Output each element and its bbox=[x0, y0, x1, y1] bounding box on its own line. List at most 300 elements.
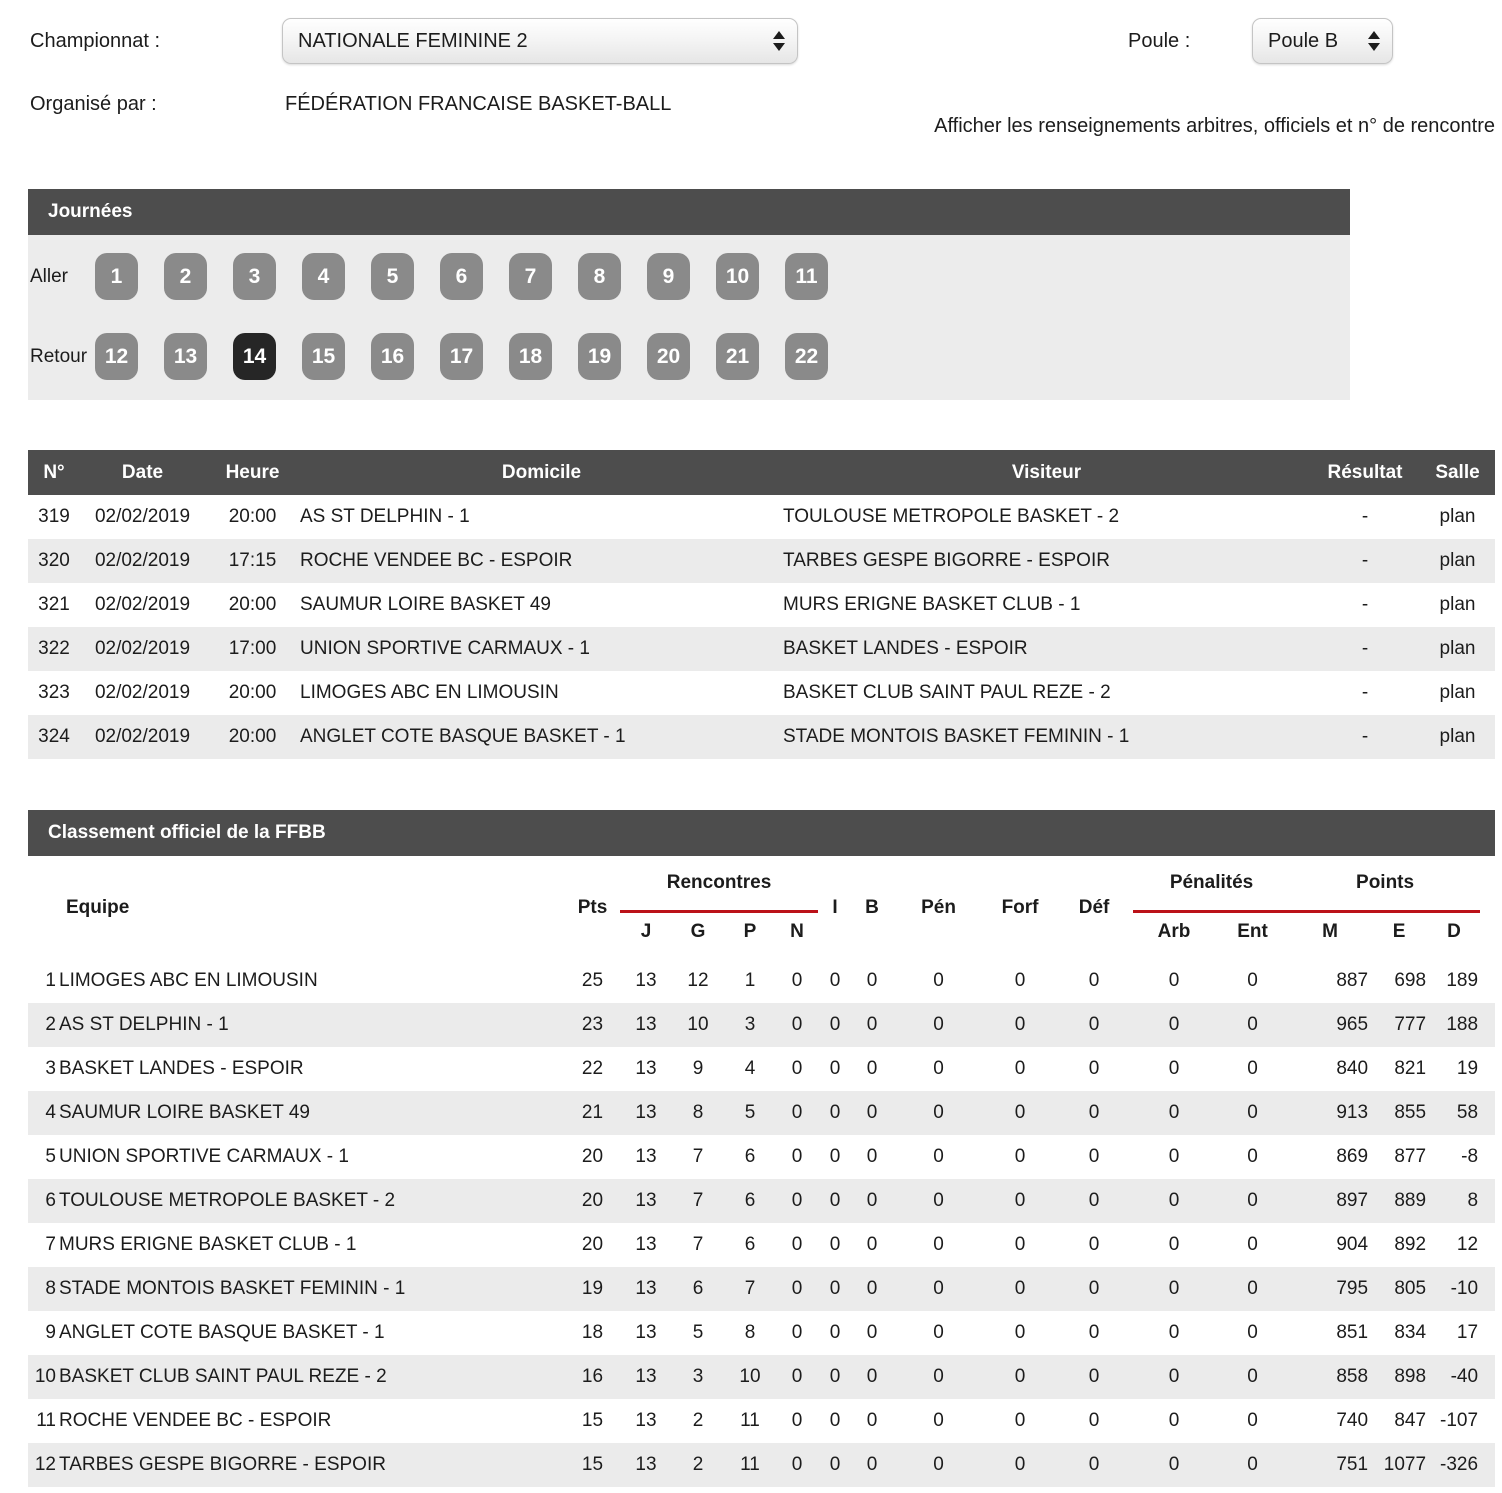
match-row bbox=[28, 715, 1495, 759]
standings-cell-i: 0 bbox=[829, 1278, 841, 1299]
standings-cell-e: 1077 bbox=[1383, 1454, 1427, 1475]
col-group-points: Points bbox=[1290, 856, 1480, 911]
standings-cell-forf: 0 bbox=[1014, 1322, 1026, 1343]
standings-cell-arb: 0 bbox=[1168, 1014, 1180, 1035]
spacer bbox=[1480, 1135, 1495, 1179]
col-heure: Heure bbox=[205, 450, 300, 495]
match-cell-visiteur: MURS ERIGNE BASKET CLUB - 1 bbox=[783, 594, 1081, 615]
journee-button-17[interactable]: 17 bbox=[440, 333, 483, 380]
standings-cell-pen: 0 bbox=[933, 1454, 944, 1475]
standings-cell-g: 2 bbox=[692, 1410, 704, 1431]
standings-cell-d: 17 bbox=[1456, 1322, 1479, 1343]
match-cell-resultat: - bbox=[1361, 506, 1369, 527]
match-cell-date: 02/02/2019 bbox=[94, 682, 191, 703]
standings-row bbox=[28, 959, 1495, 1003]
standings-cell-m: 965 bbox=[1336, 1014, 1369, 1035]
select-updown-icon bbox=[773, 31, 785, 51]
journee-button-16[interactable]: 16 bbox=[371, 333, 414, 380]
standings-cell-team: BASKET LANDES - ESPOIR bbox=[59, 1058, 304, 1079]
match-cell-num: 321 bbox=[38, 594, 70, 615]
standings-cell-i: 0 bbox=[829, 1102, 841, 1123]
standings-cell-i: 0 bbox=[829, 1014, 841, 1035]
standings-cell-forf: 0 bbox=[1014, 970, 1026, 991]
spacer bbox=[1480, 1091, 1495, 1135]
standings-row bbox=[28, 1003, 1495, 1047]
standings-cell-b: 0 bbox=[866, 1190, 878, 1211]
col-n: N bbox=[790, 920, 804, 942]
standings-cell-i: 0 bbox=[829, 1146, 841, 1167]
standings-cell-m: 840 bbox=[1336, 1058, 1369, 1079]
col-pts: Pts bbox=[577, 896, 608, 918]
col-resultat: Résultat bbox=[1310, 450, 1420, 495]
poule-select[interactable] bbox=[1252, 18, 1393, 64]
match-cell-domicile: ANGLET COTE BASQUE BASKET - 1 bbox=[300, 726, 626, 747]
standings-cell-ent: 0 bbox=[1247, 1190, 1258, 1211]
standings-cell-p: 6 bbox=[744, 1234, 756, 1255]
standings-cell-e: 898 bbox=[1394, 1366, 1427, 1387]
standings-cell-p: 8 bbox=[744, 1322, 756, 1343]
standings-cell-def: 0 bbox=[1088, 1058, 1100, 1079]
standings-cell-d: 189 bbox=[1446, 970, 1479, 991]
standings-cell-j: 13 bbox=[635, 1410, 657, 1431]
standings-cell-forf: 0 bbox=[1014, 1234, 1026, 1255]
standings-cell-j: 13 bbox=[635, 1014, 657, 1035]
standings-cell-p: 11 bbox=[740, 1410, 760, 1431]
standings-cell-p: 6 bbox=[744, 1146, 756, 1167]
standings-cell-n: 0 bbox=[791, 970, 803, 991]
standings-cell-p: 3 bbox=[744, 1014, 756, 1035]
retour-label: Retour bbox=[30, 345, 88, 367]
standings-cell-g: 12 bbox=[687, 970, 709, 991]
standings-cell-ent: 0 bbox=[1247, 1146, 1258, 1167]
standings-cell-n: 0 bbox=[791, 1366, 803, 1387]
standings-cell-b: 0 bbox=[866, 1410, 878, 1431]
standings-cell-e: 805 bbox=[1394, 1278, 1427, 1299]
match-cell-heure: 20:00 bbox=[228, 506, 277, 527]
standings-cell-e: 877 bbox=[1394, 1146, 1427, 1167]
match-cell-domicile: SAUMUR LOIRE BASKET 49 bbox=[300, 594, 551, 615]
standings-cell-team: UNION SPORTIVE CARMAUX - 1 bbox=[59, 1146, 349, 1167]
standings-cell-j: 13 bbox=[635, 1102, 657, 1123]
match-cell-domicile: AS ST DELPHIN - 1 bbox=[300, 506, 470, 527]
journee-button-4[interactable]: 4 bbox=[302, 253, 345, 300]
standings-cell-n: 0 bbox=[791, 1146, 803, 1167]
standings-cell-p: 6 bbox=[744, 1190, 756, 1211]
standings-cell-def: 0 bbox=[1088, 1190, 1100, 1211]
standings-cell-forf: 0 bbox=[1014, 1190, 1026, 1211]
standings-cell-def: 0 bbox=[1088, 1014, 1100, 1035]
match-row bbox=[28, 671, 1495, 715]
col-pen: Pén bbox=[921, 896, 956, 918]
standings-cell-j: 13 bbox=[635, 1366, 657, 1387]
standings-row bbox=[28, 1443, 1495, 1487]
match-cell-num: 320 bbox=[38, 550, 70, 571]
standings-cell-team: MURS ERIGNE BASKET CLUB - 1 bbox=[59, 1234, 357, 1255]
standings-cell-forf: 0 bbox=[1014, 1454, 1026, 1475]
standings-cell-g: 7 bbox=[692, 1146, 704, 1167]
standings-cell-def: 0 bbox=[1088, 1102, 1100, 1123]
standings-cell-pts: 16 bbox=[581, 1366, 604, 1387]
standings-cell-i: 0 bbox=[829, 1366, 841, 1387]
standings-cell-def: 0 bbox=[1088, 1366, 1100, 1387]
standings-row bbox=[28, 1091, 1495, 1135]
spacer bbox=[1480, 1179, 1495, 1223]
standings-cell-p: 1 bbox=[744, 970, 756, 991]
standings-cell-arb: 0 bbox=[1168, 970, 1180, 991]
journee-button-20[interactable]: 20 bbox=[647, 333, 690, 380]
standings-cell-rank: 2 bbox=[45, 1014, 56, 1035]
standings-cell-b: 0 bbox=[866, 970, 878, 991]
standings-cell-rank: 11 bbox=[36, 1410, 56, 1431]
standings-cell-m: 904 bbox=[1336, 1234, 1369, 1255]
journee-button-6[interactable]: 6 bbox=[440, 253, 483, 300]
match-cell-salle bbox=[1420, 583, 1495, 627]
spacer bbox=[1480, 1267, 1495, 1311]
standings-cell-i: 0 bbox=[829, 1190, 841, 1211]
standings-cell-pen: 0 bbox=[933, 1190, 944, 1211]
standings-cell-pen: 0 bbox=[933, 1014, 944, 1035]
journee-button-3[interactable]: 3 bbox=[233, 253, 276, 300]
match-cell-domicile: LIMOGES ABC EN LIMOUSIN bbox=[300, 682, 559, 703]
journee-button-8[interactable]: 8 bbox=[578, 253, 621, 300]
standings-cell-forf: 0 bbox=[1014, 1146, 1026, 1167]
standings-cell-i: 0 bbox=[829, 1410, 841, 1431]
plan-link[interactable]: plan bbox=[1439, 550, 1476, 571]
afficher-renseignements-link[interactable]: Afficher les renseignements arbitres, officiels et n° de rencontre bbox=[934, 115, 1495, 137]
standings-cell-p: 7 bbox=[744, 1278, 756, 1299]
journees-title: Journées bbox=[28, 189, 1350, 235]
standings-cell-p: 5 bbox=[744, 1102, 756, 1123]
journees-section bbox=[28, 189, 1350, 400]
standings-cell-arb: 0 bbox=[1168, 1366, 1180, 1387]
standings-cell-forf: 0 bbox=[1014, 1366, 1026, 1387]
standings-cell-b: 0 bbox=[866, 1322, 878, 1343]
standings-cell-n: 0 bbox=[791, 1014, 803, 1035]
standings-cell-d: 58 bbox=[1456, 1102, 1479, 1123]
organise-label: Organisé par : bbox=[30, 93, 157, 115]
standings-row bbox=[28, 1047, 1495, 1091]
plan-link[interactable]: plan bbox=[1439, 594, 1476, 615]
standings-cell-m: 751 bbox=[1336, 1454, 1369, 1475]
standings-cell-d: -107 bbox=[1440, 1410, 1479, 1431]
standings-cell-pts: 18 bbox=[581, 1322, 604, 1343]
standings-cell-g: 7 bbox=[692, 1190, 704, 1211]
standings-cell-j: 13 bbox=[635, 1278, 657, 1299]
standings-cell-b: 0 bbox=[866, 1058, 878, 1079]
match-cell-date: 02/02/2019 bbox=[94, 594, 191, 615]
standings-cell-g: 7 bbox=[692, 1234, 704, 1255]
aller-label: Aller bbox=[30, 265, 69, 287]
col-num: N° bbox=[28, 450, 80, 495]
standings-cell-j: 13 bbox=[635, 1190, 657, 1211]
standings-cell-n: 0 bbox=[791, 1102, 803, 1123]
standings-cell-e: 777 bbox=[1394, 1014, 1427, 1035]
plan-link[interactable]: plan bbox=[1439, 638, 1476, 659]
standings-cell-d: -326 bbox=[1440, 1454, 1479, 1475]
standings-cell-pts: 19 bbox=[581, 1278, 604, 1299]
standings-cell-pen: 0 bbox=[933, 1058, 944, 1079]
standings-cell-m: 869 bbox=[1336, 1146, 1369, 1167]
standings-cell-e: 698 bbox=[1394, 970, 1427, 991]
championnat-select[interactable] bbox=[282, 18, 798, 64]
standings-cell-b: 0 bbox=[866, 1146, 878, 1167]
standings-cell-i: 0 bbox=[829, 1234, 841, 1255]
standings-cell-forf: 0 bbox=[1014, 1102, 1026, 1123]
plan-link[interactable]: plan bbox=[1439, 726, 1476, 747]
standings-cell-arb: 0 bbox=[1168, 1278, 1180, 1299]
match-cell-salle bbox=[1420, 671, 1495, 715]
match-cell-heure: 20:00 bbox=[228, 682, 277, 703]
standings-cell-m: 858 bbox=[1336, 1366, 1369, 1387]
standings-cell-ent: 0 bbox=[1247, 1058, 1258, 1079]
standings-cell-ent: 0 bbox=[1247, 1322, 1258, 1343]
standings-cell-n: 0 bbox=[791, 1322, 803, 1343]
standings-cell-pts: 21 bbox=[581, 1102, 604, 1123]
standings-cell-g: 10 bbox=[687, 1014, 709, 1035]
standings-cell-m: 913 bbox=[1336, 1102, 1369, 1123]
standings-cell-pts: 20 bbox=[581, 1190, 604, 1211]
match-cell-heure: 17:00 bbox=[228, 638, 277, 659]
match-cell-heure: 20:00 bbox=[228, 726, 277, 747]
standings-cell-n: 0 bbox=[791, 1058, 803, 1079]
standings-cell-arb: 0 bbox=[1168, 1454, 1180, 1475]
standings-cell-ent: 0 bbox=[1247, 1278, 1258, 1299]
match-cell-visiteur: STADE MONTOIS BASKET FEMININ - 1 bbox=[783, 726, 1130, 747]
standings-cell-pen: 0 bbox=[933, 1102, 944, 1123]
standings-cell-rank: 9 bbox=[45, 1322, 56, 1343]
standings-cell-e: 855 bbox=[1394, 1102, 1427, 1123]
col-salle: Salle bbox=[1420, 450, 1495, 495]
standings-cell-def: 0 bbox=[1088, 1234, 1100, 1255]
match-row bbox=[28, 495, 1495, 539]
standings-cell-d: -40 bbox=[1450, 1366, 1479, 1387]
standings-cell-ent: 0 bbox=[1247, 970, 1258, 991]
match-cell-salle bbox=[1420, 539, 1495, 583]
match-cell-heure: 20:00 bbox=[228, 594, 277, 615]
standings-cell-g: 5 bbox=[692, 1322, 704, 1343]
standings-cell-arb: 0 bbox=[1168, 1102, 1180, 1123]
journee-button-7[interactable]: 7 bbox=[509, 253, 552, 300]
spacer bbox=[1480, 959, 1495, 1003]
standings-cell-p: 11 bbox=[740, 1454, 760, 1475]
journees-body bbox=[28, 235, 1350, 400]
standings-cell-n: 0 bbox=[791, 1278, 803, 1299]
standings-cell-d: 19 bbox=[1456, 1058, 1479, 1079]
journee-button-21[interactable]: 21 bbox=[716, 333, 759, 380]
standings-cell-pen: 0 bbox=[933, 1322, 944, 1343]
journee-button-10[interactable]: 10 bbox=[716, 253, 759, 300]
standings-cell-pts: 15 bbox=[581, 1454, 604, 1475]
match-cell-date: 02/02/2019 bbox=[94, 506, 191, 527]
standings-row bbox=[28, 1311, 1495, 1355]
standings-cell-team: STADE MONTOIS BASKET FEMININ - 1 bbox=[59, 1278, 406, 1299]
journee-button-19[interactable]: 19 bbox=[578, 333, 621, 380]
standings-cell-arb: 0 bbox=[1168, 1190, 1180, 1211]
standings-cell-forf: 0 bbox=[1014, 1058, 1026, 1079]
standings-cell-pen: 0 bbox=[933, 1146, 944, 1167]
standings-cell-arb: 0 bbox=[1168, 1146, 1180, 1167]
standings-cell-j: 13 bbox=[635, 1234, 657, 1255]
select-updown-icon bbox=[1368, 31, 1380, 51]
standings-cell-m: 740 bbox=[1336, 1410, 1369, 1431]
standings-cell-forf: 0 bbox=[1014, 1410, 1026, 1431]
journee-button-13[interactable]: 13 bbox=[164, 333, 207, 380]
standings-cell-pts: 25 bbox=[581, 970, 604, 991]
standings-cell-rank: 10 bbox=[34, 1366, 56, 1387]
match-cell-visiteur: BASKET CLUB SAINT PAUL REZE - 2 bbox=[783, 682, 1111, 703]
standings-cell-def: 0 bbox=[1088, 1454, 1100, 1475]
match-cell-resultat: - bbox=[1361, 638, 1369, 659]
col-visiteur: Visiteur bbox=[783, 450, 1310, 495]
col-def: Déf bbox=[1078, 896, 1110, 918]
standings-cell-arb: 0 bbox=[1168, 1058, 1180, 1079]
standings-cell-i: 0 bbox=[829, 1058, 841, 1079]
standings-cell-b: 0 bbox=[866, 1234, 878, 1255]
standings-cell-g: 6 bbox=[692, 1278, 704, 1299]
standings-cell-ent: 0 bbox=[1247, 1234, 1258, 1255]
standings-cell-forf: 0 bbox=[1014, 1278, 1026, 1299]
col-i: I bbox=[832, 896, 838, 918]
standings-cell-def: 0 bbox=[1088, 970, 1100, 991]
standings-cell-j: 13 bbox=[635, 970, 657, 991]
standings-cell-team: BASKET CLUB SAINT PAUL REZE - 2 bbox=[59, 1366, 387, 1387]
match-cell-visiteur: TOULOUSE METROPOLE BASKET - 2 bbox=[783, 506, 1120, 527]
col-group-rencontres: Rencontres bbox=[620, 856, 818, 911]
standings-row bbox=[28, 1355, 1495, 1399]
col-arb: Arb bbox=[1157, 920, 1191, 942]
standings-cell-pts: 22 bbox=[581, 1058, 604, 1079]
col-ent: Ent bbox=[1237, 920, 1268, 942]
standings-cell-b: 0 bbox=[866, 1278, 878, 1299]
journee-button-22[interactable]: 22 bbox=[785, 333, 828, 380]
standings-cell-team: LIMOGES ABC EN LIMOUSIN bbox=[59, 970, 318, 991]
col-equipe: Equipe bbox=[66, 896, 130, 918]
standings-cell-m: 795 bbox=[1336, 1278, 1369, 1299]
col-group-penalites: Pénalités bbox=[1133, 856, 1290, 911]
standings-cell-pts: 15 bbox=[581, 1410, 604, 1431]
standings-cell-i: 0 bbox=[829, 1322, 841, 1343]
match-cell-resultat: - bbox=[1361, 550, 1369, 571]
col-forf: Forf bbox=[1001, 896, 1039, 918]
standings-cell-p: 4 bbox=[744, 1058, 756, 1079]
standings-cell-pen: 0 bbox=[933, 1366, 944, 1387]
journee-button-2[interactable]: 2 bbox=[164, 253, 207, 300]
standings-cell-rank: 8 bbox=[45, 1278, 56, 1299]
match-cell-date: 02/02/2019 bbox=[94, 638, 191, 659]
journee-button-12[interactable]: 12 bbox=[95, 333, 138, 380]
col-m: M bbox=[1322, 920, 1338, 942]
standings-cell-pen: 0 bbox=[933, 1278, 944, 1299]
standings-cell-e: 847 bbox=[1394, 1410, 1427, 1431]
standings-cell-e: 821 bbox=[1394, 1058, 1427, 1079]
journee-button-11[interactable]: 11 bbox=[785, 253, 828, 300]
spacer bbox=[1480, 1399, 1495, 1443]
standings-row bbox=[28, 1267, 1495, 1311]
standings-table bbox=[28, 856, 1495, 1487]
standings-cell-rank: 4 bbox=[45, 1102, 56, 1123]
standings-cell-d: 12 bbox=[1456, 1234, 1479, 1255]
col-p: P bbox=[743, 920, 757, 942]
standings-cell-m: 887 bbox=[1336, 970, 1369, 991]
standings-cell-ent: 0 bbox=[1247, 1366, 1258, 1387]
classement-section bbox=[28, 810, 1495, 1487]
journee-button-18[interactable]: 18 bbox=[509, 333, 552, 380]
col-date: Date bbox=[80, 450, 205, 495]
match-cell-num: 322 bbox=[38, 638, 70, 659]
standings-cell-m: 851 bbox=[1336, 1322, 1369, 1343]
col-g: G bbox=[690, 920, 706, 942]
standings-cell-pts: 20 bbox=[581, 1146, 604, 1167]
match-cell-salle bbox=[1420, 495, 1495, 539]
standings-cell-p: 10 bbox=[739, 1366, 761, 1387]
standings-cell-team: ROCHE VENDEE BC - ESPOIR bbox=[59, 1410, 332, 1431]
spacer bbox=[1480, 1355, 1495, 1399]
match-row bbox=[28, 627, 1495, 671]
standings-cell-rank: 7 bbox=[45, 1234, 56, 1255]
standings-cell-b: 0 bbox=[866, 1102, 878, 1123]
journee-button-9[interactable]: 9 bbox=[647, 253, 690, 300]
plan-link[interactable]: plan bbox=[1439, 506, 1476, 527]
standings-header-row-1 bbox=[28, 856, 1495, 911]
col-domicile: Domicile bbox=[300, 450, 783, 495]
standings-row bbox=[28, 1179, 1495, 1223]
plan-link[interactable]: plan bbox=[1439, 682, 1476, 703]
standings-cell-d: 8 bbox=[1467, 1190, 1479, 1211]
standings-cell-team: TOULOUSE METROPOLE BASKET - 2 bbox=[59, 1190, 396, 1211]
standings-cell-i: 0 bbox=[829, 970, 841, 991]
col-b: B bbox=[865, 896, 879, 918]
standings-cell-i: 0 bbox=[829, 1454, 841, 1475]
standings-cell-g: 8 bbox=[692, 1102, 704, 1123]
standings-cell-j: 13 bbox=[635, 1322, 657, 1343]
journee-button-14[interactable]: 14 bbox=[233, 333, 276, 380]
standings-row bbox=[28, 1135, 1495, 1179]
spacer bbox=[1480, 1223, 1495, 1267]
standings-cell-team: ANGLET COTE BASQUE BASKET - 1 bbox=[59, 1322, 385, 1343]
standings-cell-rank: 5 bbox=[45, 1146, 56, 1167]
standings-cell-ent: 0 bbox=[1247, 1014, 1258, 1035]
standings-cell-def: 0 bbox=[1088, 1410, 1100, 1431]
standings-cell-forf: 0 bbox=[1014, 1014, 1026, 1035]
standings-cell-rank: 12 bbox=[34, 1454, 56, 1475]
match-cell-resultat: - bbox=[1361, 682, 1369, 703]
championnat-label: Championnat : bbox=[30, 30, 161, 52]
standings-cell-ent: 0 bbox=[1247, 1454, 1258, 1475]
standings-cell-arb: 0 bbox=[1168, 1234, 1180, 1255]
col-spacer bbox=[1480, 856, 1495, 959]
journee-button-1[interactable]: 1 bbox=[95, 253, 138, 300]
standings-cell-pts: 23 bbox=[581, 1014, 604, 1035]
col-d: D bbox=[1447, 920, 1461, 942]
match-row bbox=[28, 583, 1495, 627]
journee-button-5[interactable]: 5 bbox=[371, 253, 414, 300]
standings-cell-g: 9 bbox=[692, 1058, 704, 1079]
col-e: E bbox=[1392, 920, 1406, 942]
match-cell-resultat: - bbox=[1361, 726, 1369, 747]
standings-cell-arb: 0 bbox=[1168, 1410, 1180, 1431]
journee-button-15[interactable]: 15 bbox=[302, 333, 345, 380]
standings-cell-b: 0 bbox=[866, 1454, 878, 1475]
standings-cell-rank: 1 bbox=[45, 970, 56, 991]
match-cell-domicile: ROCHE VENDEE BC - ESPOIR bbox=[300, 550, 573, 571]
standings-cell-def: 0 bbox=[1088, 1322, 1100, 1343]
standings-cell-j: 13 bbox=[635, 1454, 657, 1475]
standings-cell-d: -8 bbox=[1461, 1146, 1479, 1167]
match-cell-salle bbox=[1420, 715, 1495, 759]
matches-table bbox=[28, 450, 1495, 759]
match-cell-date: 02/02/2019 bbox=[94, 550, 191, 571]
standings-cell-b: 0 bbox=[866, 1366, 878, 1387]
